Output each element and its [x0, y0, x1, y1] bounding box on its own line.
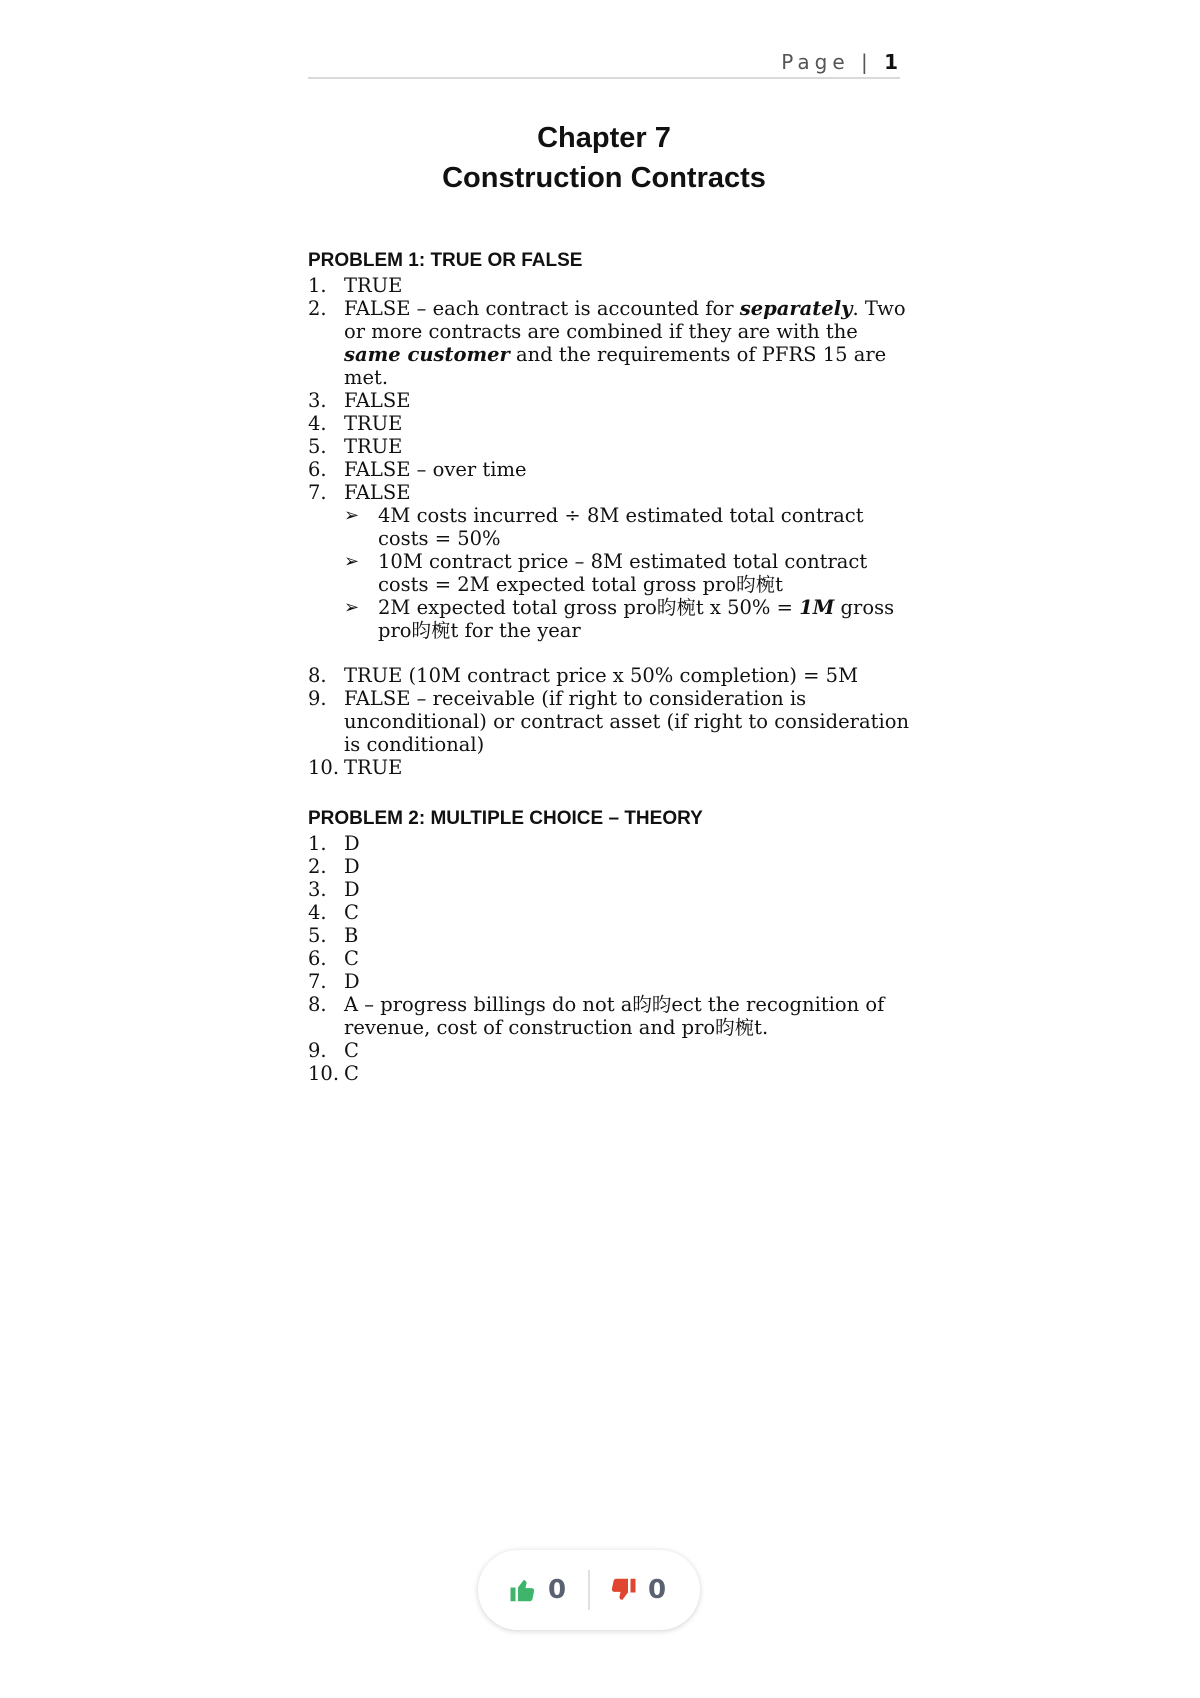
item-number: 5.: [308, 435, 327, 458]
upvote-count: 0: [548, 1575, 567, 1605]
thumbs-up-icon: [508, 1575, 538, 1605]
item-text: TRUE: [344, 756, 403, 779]
item-text: D: [344, 970, 360, 993]
item-number: 6.: [308, 947, 327, 970]
item-text: TRUE (10M contract price x 50% completion) = 5M: [344, 664, 859, 687]
item-text: FALSE: [344, 389, 411, 412]
thumbs-down-icon: [608, 1575, 638, 1605]
arrow-bullet-icon: ➢: [344, 597, 360, 618]
page-number: [781, 50, 898, 74]
item-number: 5.: [308, 924, 327, 947]
item-text: C: [344, 901, 359, 924]
item-text: FALSE – receivable (if right to consideration is unconditional) or contract asset (if right to consideration is conditional): [344, 687, 910, 756]
item-text: D: [344, 855, 360, 878]
item-number: 9.: [308, 687, 327, 710]
item-text: A – progress billings do not a昀昀ect the recognition of revenue, cost of construction and pro昀椀t.: [344, 993, 885, 1039]
item-number: 4.: [308, 412, 327, 435]
list-item: [308, 664, 918, 687]
list-item: [308, 412, 918, 435]
item-text: TRUE: [344, 435, 403, 458]
item-number: 8.: [308, 993, 327, 1016]
downvote-button[interactable]: [608, 1572, 666, 1608]
spacer: [308, 642, 918, 664]
sub-item-text: 10M contract price – 8M estimated total contract costs = 2M expected total gross pro昀椀t: [378, 550, 868, 596]
item-text: C: [344, 1039, 359, 1062]
list-item: [308, 1039, 918, 1062]
item-text: TRUE: [344, 412, 403, 435]
upvote-button[interactable]: [508, 1572, 566, 1608]
chapter-heading: [0, 118, 1200, 198]
downvote-count: 0: [648, 1575, 667, 1605]
sub-item: [344, 504, 918, 550]
list-item: [308, 993, 918, 1039]
page-number-value: 1: [884, 50, 898, 74]
emphasis-text: 1M: [799, 596, 835, 619]
chapter-subtitle: Construction Contracts: [442, 162, 766, 194]
list-item: [308, 274, 918, 297]
chapter-title: Chapter 7: [537, 122, 671, 154]
list-item: [308, 756, 918, 779]
page-label: Page |: [781, 50, 873, 74]
problem1-heading: PROBLEM 1: TRUE OR FALSE: [308, 250, 583, 271]
problem1-list: [308, 274, 918, 779]
emphasis-text: separately: [739, 297, 853, 320]
vote-widget: [478, 1550, 700, 1630]
item-number: 1.: [308, 274, 327, 297]
item-text: D: [344, 878, 360, 901]
item-number: 10.: [308, 756, 340, 779]
page-header: [308, 50, 900, 79]
list-item: [308, 297, 918, 389]
list-item: [308, 855, 918, 878]
sub-item-text: 4M costs incurred ÷ 8M estimated total contract costs = 50%: [378, 504, 864, 550]
item-text: D: [344, 832, 360, 855]
list-item: [308, 481, 918, 642]
arrow-bullet-icon: ➢: [344, 505, 360, 526]
problem2-heading: PROBLEM 2: MULTIPLE CHOICE – THEORY: [308, 808, 703, 829]
item-text: C: [344, 947, 359, 970]
item-number: 6.: [308, 458, 327, 481]
item-text: FALSE – each contract is accounted for: [344, 297, 740, 320]
list-item: [308, 832, 918, 855]
item-number: 3.: [308, 389, 327, 412]
item-text: FALSE – over time: [344, 458, 527, 481]
sub-item: [344, 596, 918, 642]
item-number: 4.: [308, 901, 327, 924]
item-text: B: [344, 924, 359, 947]
list-item: [308, 970, 918, 993]
list-item: [308, 687, 918, 756]
sub-item: [344, 550, 918, 596]
item-number: 2.: [308, 297, 327, 320]
item-number: 8.: [308, 664, 327, 687]
list-item: [308, 924, 918, 947]
item-text: C: [344, 1062, 359, 1085]
list-item: [308, 878, 918, 901]
sub-item-text: 2M expected total gross pro昀椀t x 50% =: [378, 596, 800, 619]
item-number: 10.: [308, 1062, 340, 1085]
item-number: 7.: [308, 970, 327, 993]
list-item: [308, 435, 918, 458]
item-number: 7.: [308, 481, 327, 504]
list-item: [308, 901, 918, 924]
item-number: 3.: [308, 878, 327, 901]
list-item: [308, 389, 918, 412]
problem2-list: [308, 832, 918, 1085]
item-text: . Two or more contracts are combined if they are with the: [344, 297, 906, 343]
emphasis-text: same customer: [344, 343, 510, 366]
arrow-bullet-icon: ➢: [344, 551, 360, 572]
item-text: TRUE: [344, 274, 403, 297]
list-item: [308, 1062, 918, 1085]
vote-divider: [588, 1570, 590, 1610]
item-text: and the requirements of PFRS 15 are met.: [344, 343, 887, 389]
item-number: 2.: [308, 855, 327, 878]
sub-item-text: gross pro昀椀t for the year: [378, 596, 895, 642]
item-number: 9.: [308, 1039, 327, 1062]
list-item: [308, 458, 918, 481]
item-text: FALSE: [344, 481, 411, 504]
item-number: 1.: [308, 832, 327, 855]
list-item: [308, 947, 918, 970]
